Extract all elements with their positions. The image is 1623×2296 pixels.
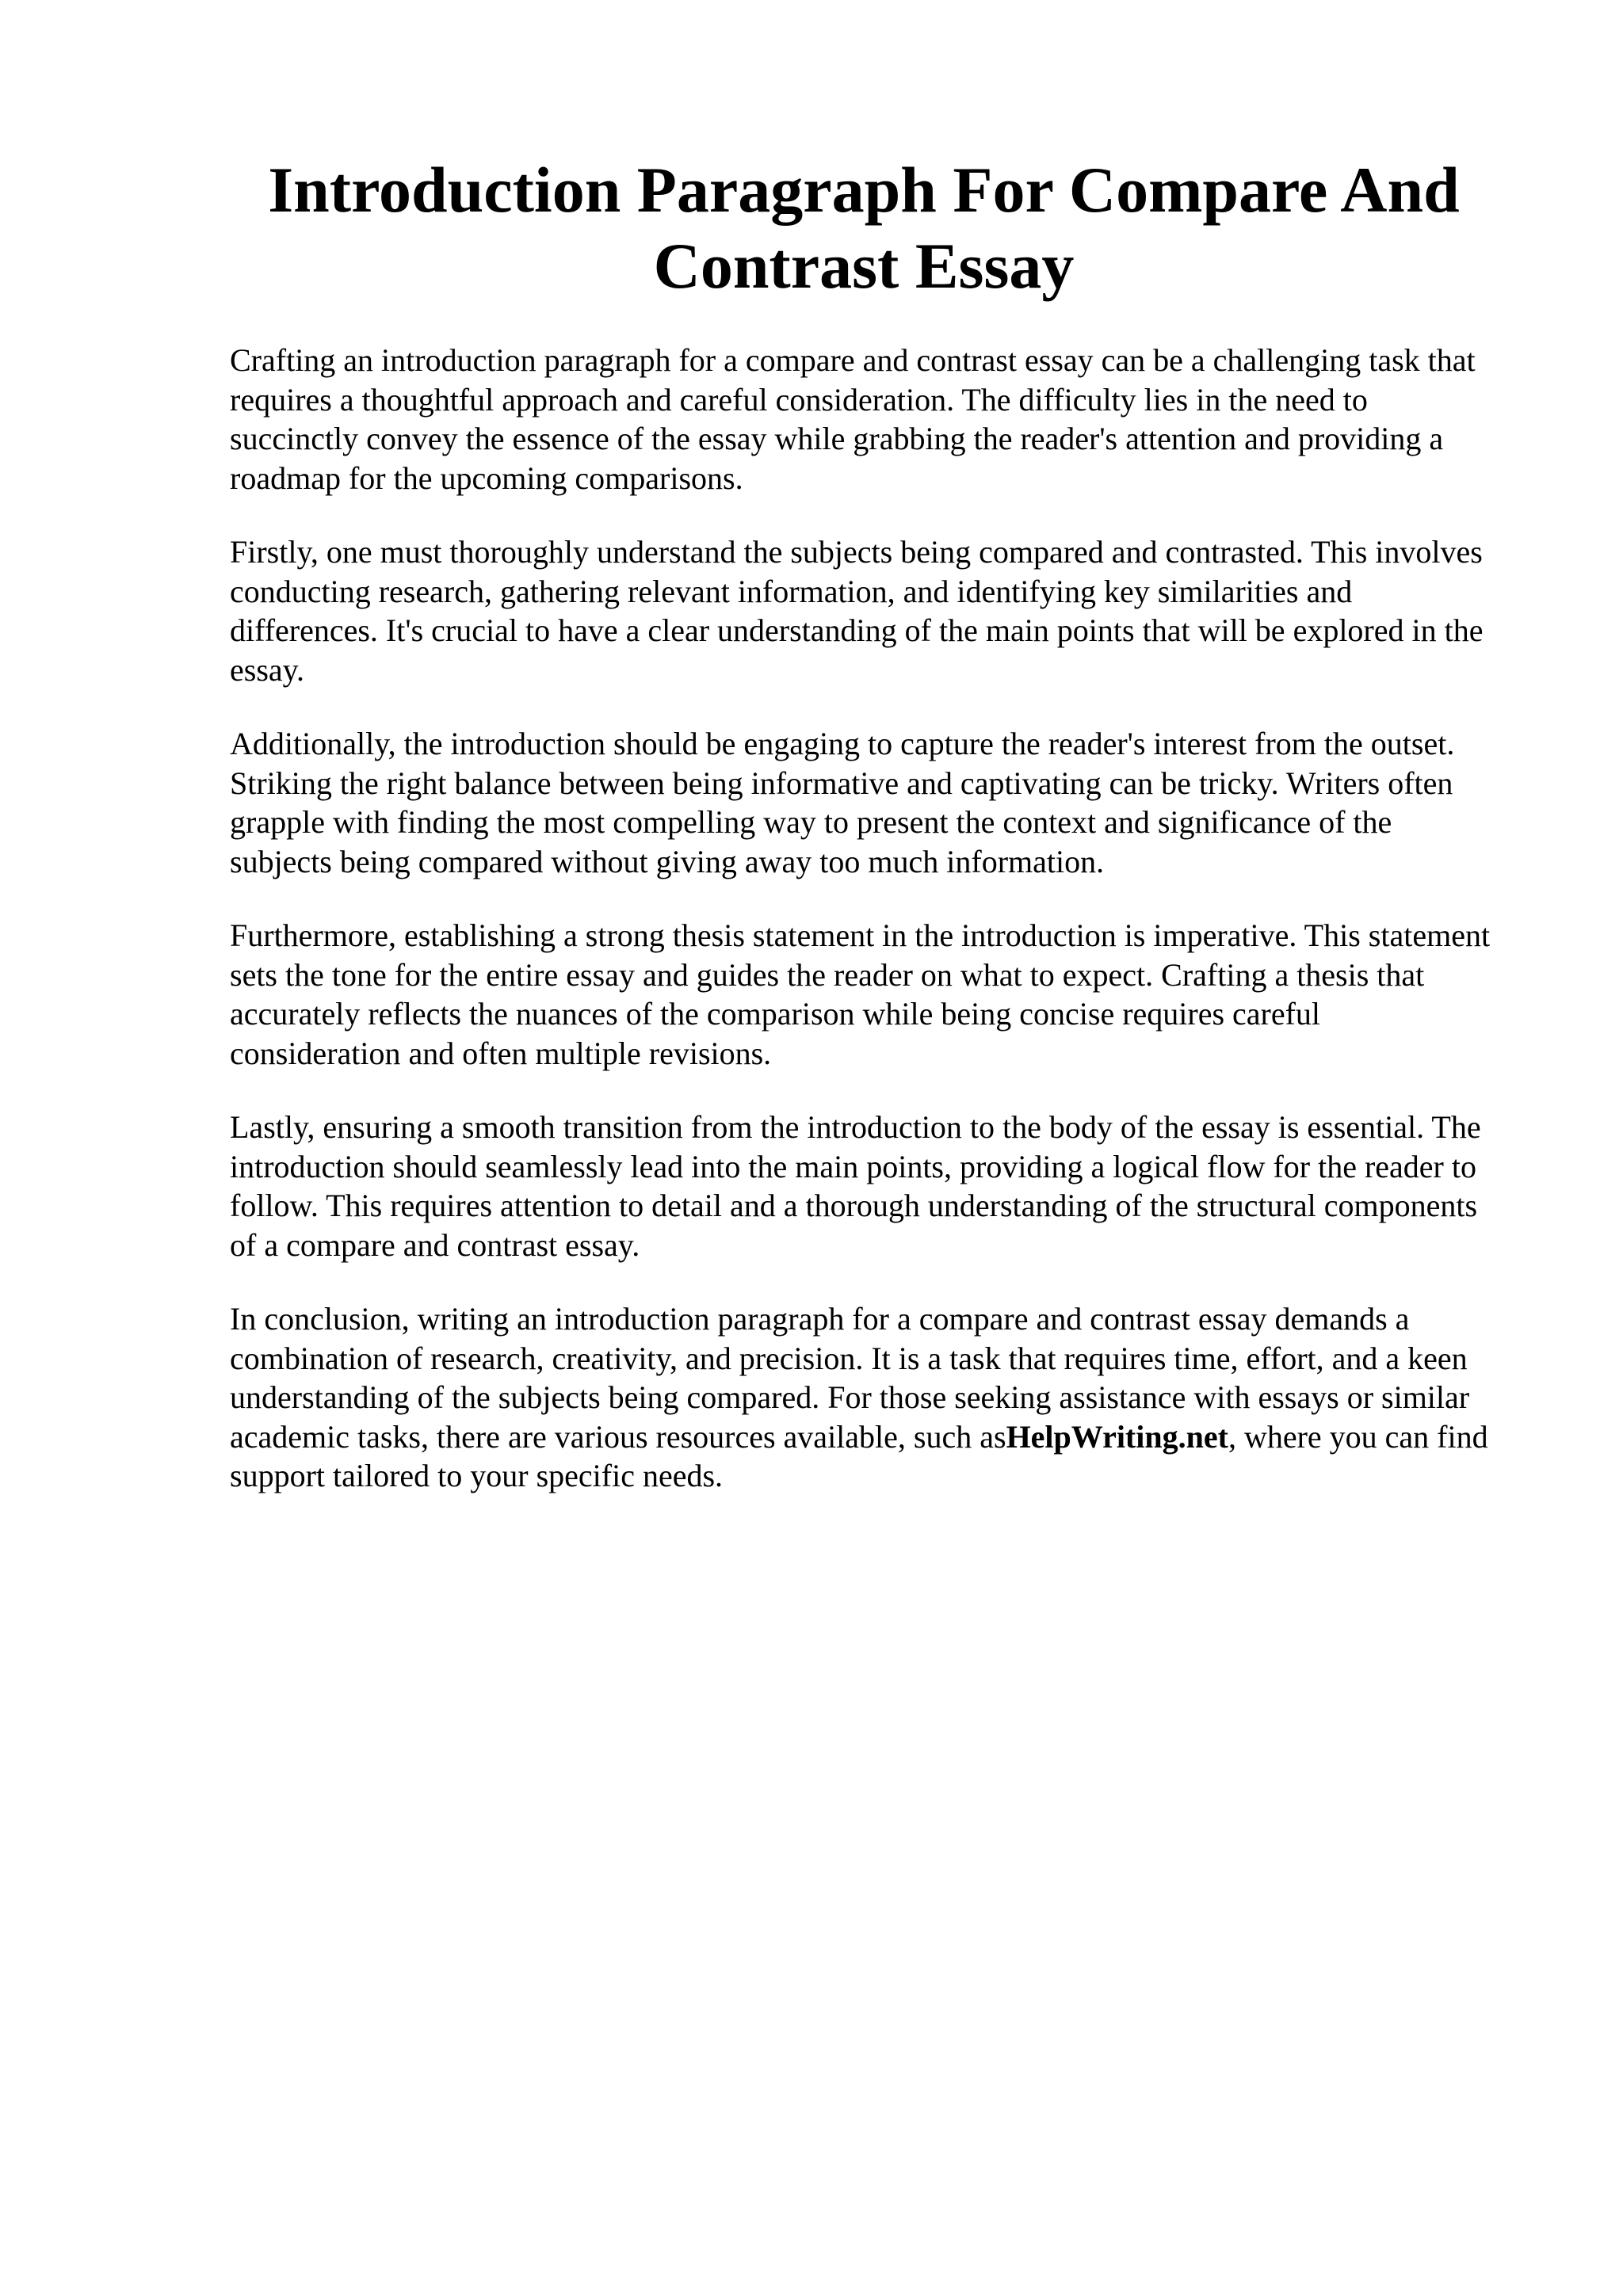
conclusion-text-end: , where you can find support tailored to your specific needs. xyxy=(230,1418,1488,1493)
helpwriting-link[interactable]: HelpWriting.net xyxy=(1006,1418,1228,1455)
paragraph-4: Furthermore, establishing a strong thesis statement in the introduction is imperative. This statement sets the tone for the entire essay and guides the reader on what to expect. Crafting a thesis that accurately reflects the nuances of the comparison while being concise requires careful consideration and often multiple revisions. xyxy=(230,917,1491,1071)
paragraph-5: Lastly, ensuring a smooth transition from the introduction to the body of the essay is essential. The introduction should seamlessly lead into the main points, providing a logical flow for the reader to follow. This requires attention to detail and a thorough understanding of the structural components of a compare and contrast essay. xyxy=(230,1109,1481,1263)
document-title: Introduction Paragraph For Compare And Contrast Essay xyxy=(268,154,1460,302)
conclusion-text-start: In conclusion, writing an introduction paragraph for a compare and contrast essay demands a combination of research, creativity, and precision. It is a task that requires time, effort, and a keen understanding of the subjects being compared. For those seeking assistance with essays or similar academic tasks, there are various resources available, such as xyxy=(230,1301,1470,1455)
conclusion-paragraph xyxy=(230,1299,1498,1496)
document-body xyxy=(230,341,1498,1496)
paragraph-1: Crafting an introduction paragraph for a compare and contrast essay can be a challenging task that requires a thoughtful approach and careful consideration. The difficulty lies in the need to succinctly convey the essence of the essay while grabbing the reader's attention and providing a roadmap for the upcoming comparisons. xyxy=(230,342,1476,496)
paragraph-3: Additionally, the introduction should be engaging to capture the reader's interest from the outset. Striking the right balance between being informative and captivating can be tricky. Writers often grapple with finding the most compelling way to present the context and significance of the subjects being compared without giving away too much information. xyxy=(230,726,1455,879)
paragraph-2: Firstly, one must thoroughly understand the subjects being compared and contrasted. This involves conducting research, gathering relevant information, and identifying key similarities and differences. It's crucial to have a clear understanding of the main points that will be explored in the essay. xyxy=(230,534,1484,688)
